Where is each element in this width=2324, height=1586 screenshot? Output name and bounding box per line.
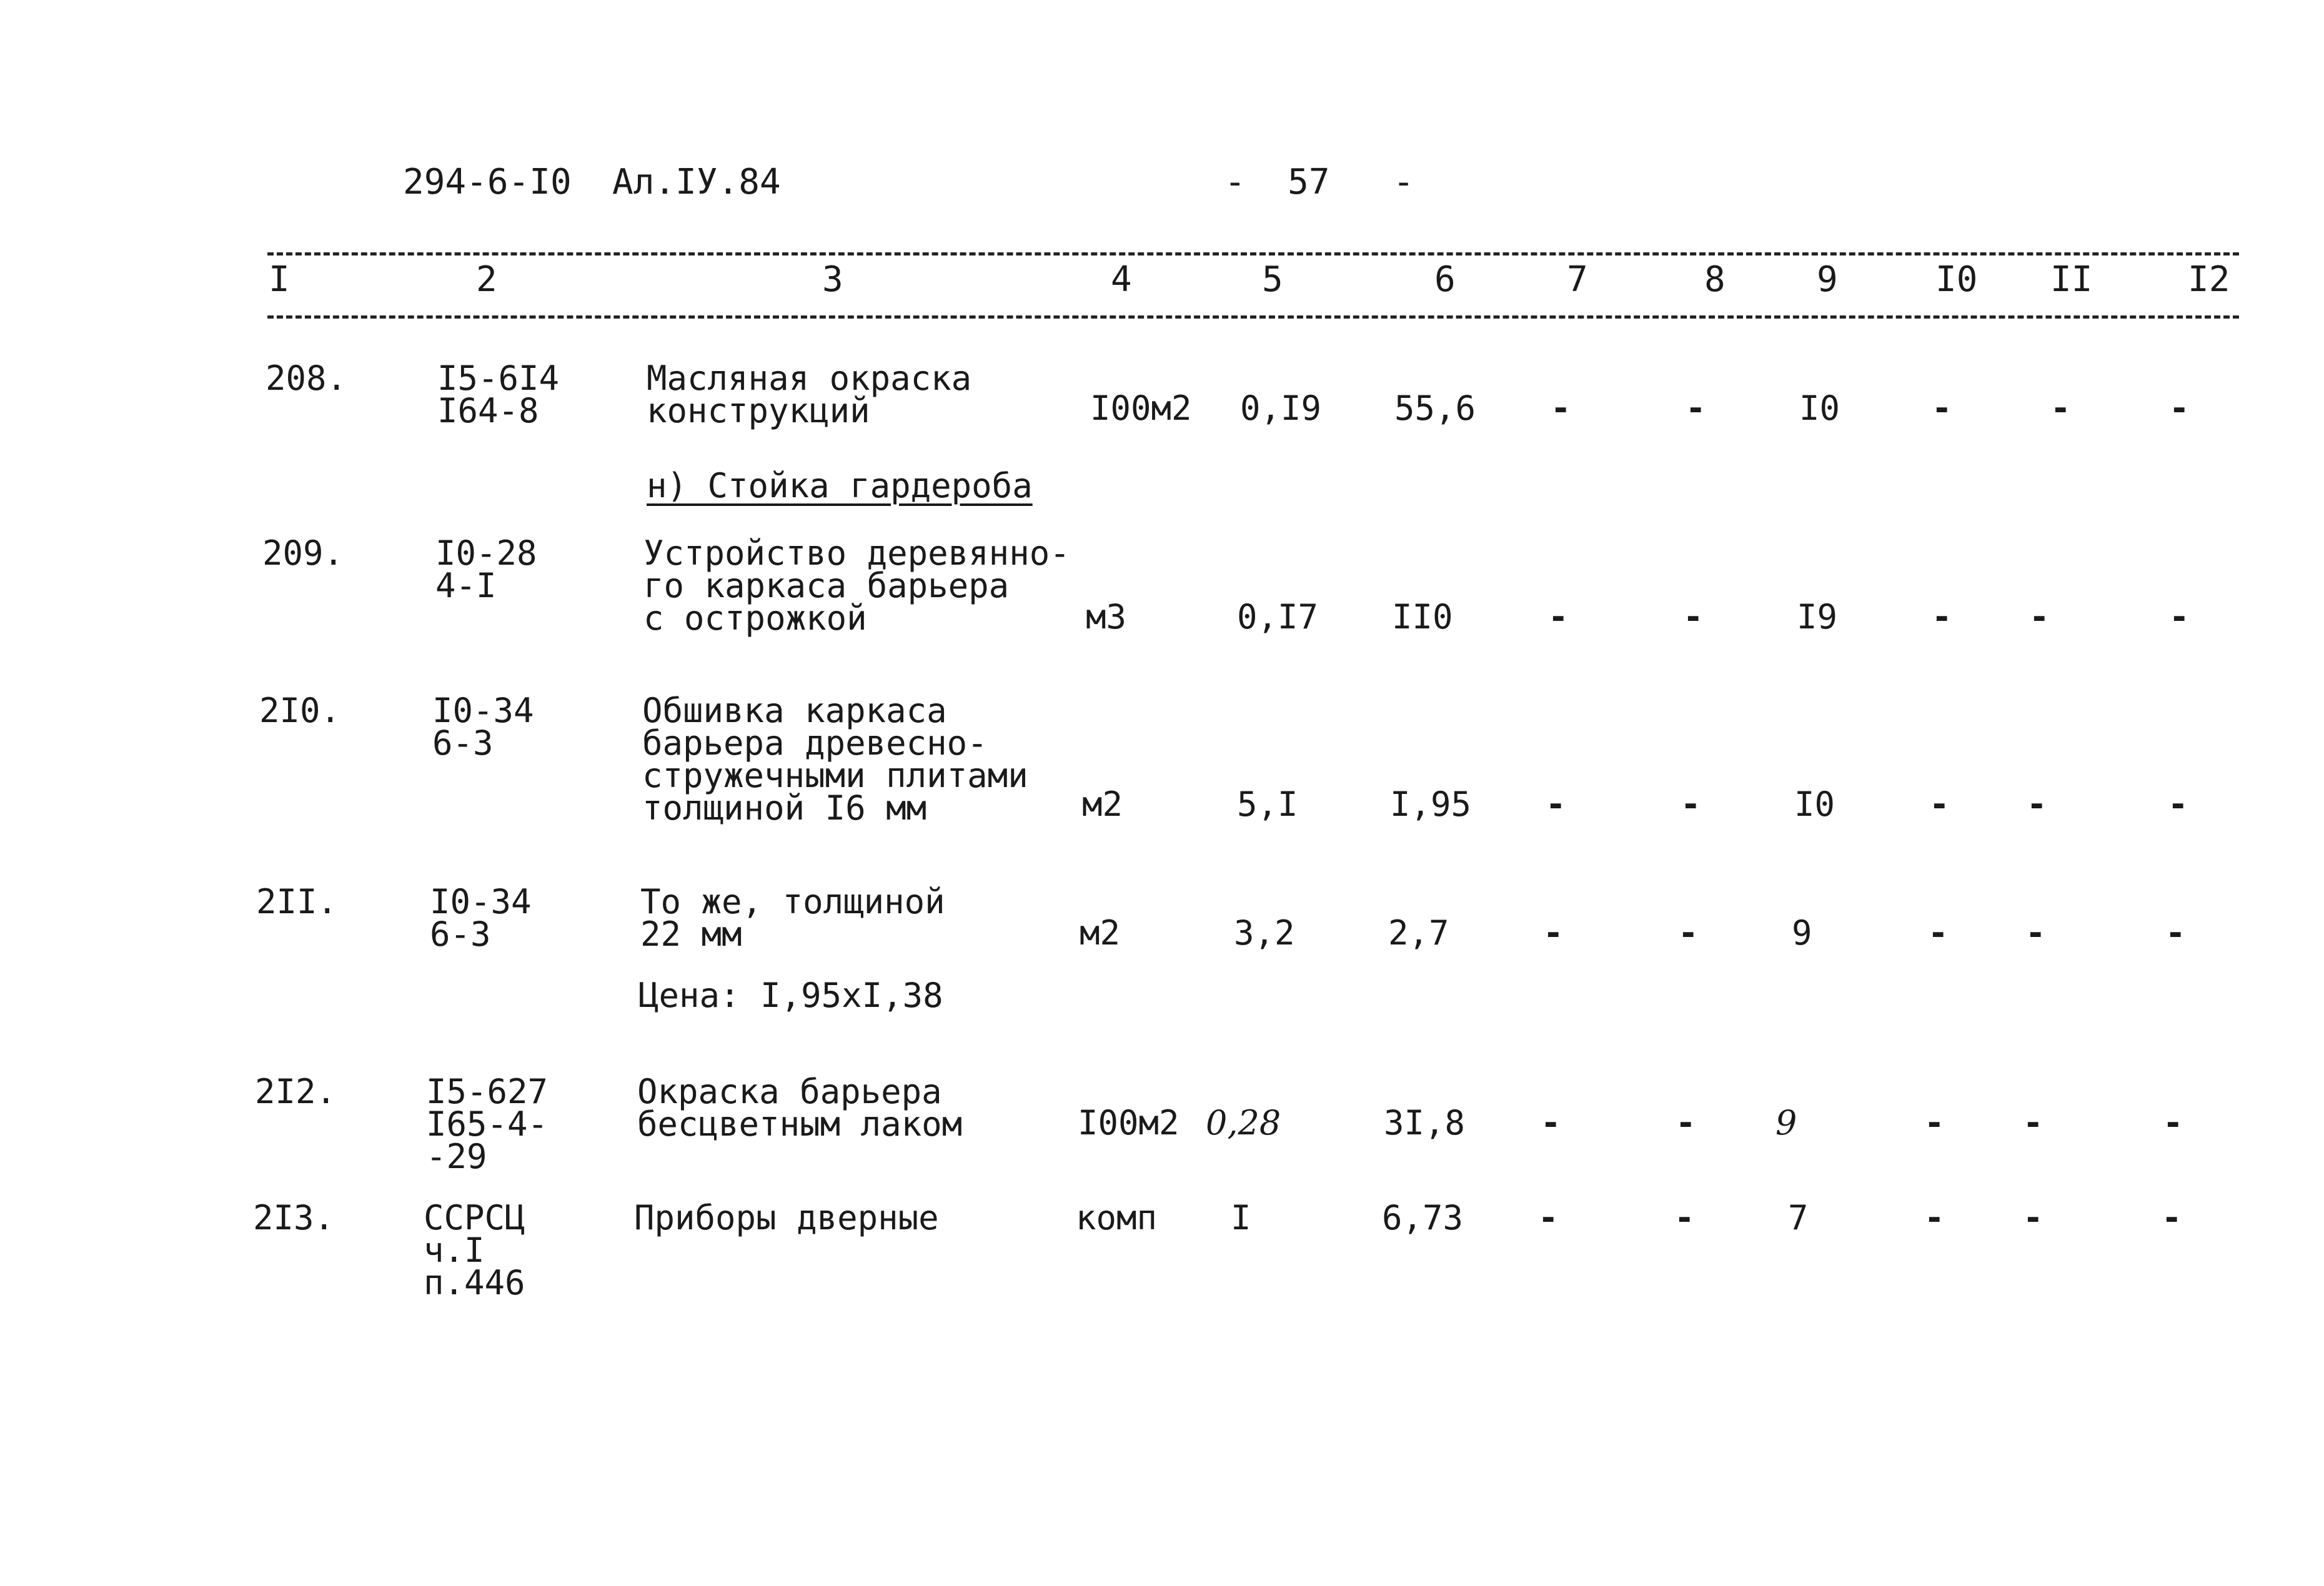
unit-price: II0 bbox=[1392, 597, 1453, 637]
column-header: I2 bbox=[2188, 259, 2230, 300]
column-header: 9 bbox=[1817, 259, 1838, 300]
norm-code: I5-627 I65-4- -29 bbox=[426, 1072, 549, 1176]
unit: м2 bbox=[1082, 785, 1123, 824]
unit: I00м2 bbox=[1078, 1103, 1179, 1142]
col8-value: - bbox=[1686, 389, 1706, 428]
work-description: Обшивка каркаса барьера древесно- стружечными плитами толщиной I6 мм bbox=[642, 691, 1028, 828]
col7-value: - bbox=[1541, 1103, 1561, 1142]
doc-code: 294-6-I0 bbox=[403, 162, 572, 202]
price-note: Цена: I,95хI,38 bbox=[638, 976, 943, 1015]
col10-value: - bbox=[1932, 389, 1952, 428]
col10-value: - bbox=[1924, 1103, 1945, 1142]
col12-value: - bbox=[2169, 597, 2190, 637]
unit: комп bbox=[1076, 1198, 1158, 1237]
norm-code: I0-34 6-3 bbox=[432, 691, 534, 763]
col10-value: - bbox=[1932, 597, 1952, 637]
col11-value: - bbox=[2023, 1103, 2043, 1142]
col9-value: I9 bbox=[1797, 597, 1838, 637]
row-number: 208. bbox=[266, 359, 347, 398]
column-header: 4 bbox=[1111, 259, 1132, 300]
work-description: Устройство деревянно- го каркаса барьера с острожкой bbox=[643, 533, 1070, 638]
work-description: Масляная окраска конструкций bbox=[647, 359, 972, 430]
col12-value: - bbox=[2165, 913, 2186, 953]
row-number: 2I0. bbox=[259, 691, 341, 730]
column-header: II bbox=[2050, 259, 2093, 300]
quantity: 0,28 bbox=[1206, 1103, 1281, 1142]
col11-value: - bbox=[2025, 913, 2046, 953]
col11-value: - bbox=[2023, 1198, 2043, 1237]
row-number: 209. bbox=[262, 533, 344, 573]
quantity: 0,I7 bbox=[1237, 597, 1319, 637]
row-number: 2I3. bbox=[253, 1198, 335, 1237]
unit-price: I,95 bbox=[1390, 785, 1472, 824]
col7-value: - bbox=[1551, 389, 1571, 428]
section-title: н) Стойка гардероба bbox=[647, 466, 1033, 505]
column-header: I bbox=[269, 259, 290, 300]
unit: м2 bbox=[1080, 913, 1121, 953]
col8-value: - bbox=[1681, 785, 1701, 824]
quantity: 3,2 bbox=[1234, 913, 1295, 953]
col11-value: - bbox=[2027, 785, 2047, 824]
col8-value: - bbox=[1676, 1103, 1696, 1142]
quantity: 5,I bbox=[1237, 785, 1298, 824]
norm-code: I5-6I4 I64-8 bbox=[437, 359, 560, 430]
col12-value: - bbox=[2168, 785, 2188, 824]
col9-value: I0 bbox=[1794, 785, 1835, 824]
work-description: Окраска барьера бесцветным лаком bbox=[637, 1072, 963, 1144]
col10-value: - bbox=[1924, 1198, 1945, 1237]
album-number: Ал.IУ.84 bbox=[612, 162, 781, 202]
col12-value: - bbox=[2169, 389, 2190, 428]
col12-value: - bbox=[2162, 1198, 2182, 1237]
header-rule-top bbox=[267, 252, 2239, 255]
row-number: 2II. bbox=[256, 882, 338, 921]
column-header: 3 bbox=[822, 259, 843, 300]
col10-value: - bbox=[1928, 913, 1949, 953]
quantity: I bbox=[1231, 1198, 1251, 1237]
col8-value: - bbox=[1678, 913, 1699, 953]
col10-value: - bbox=[1929, 785, 1950, 824]
col11-value: - bbox=[2029, 597, 2050, 637]
col8-value: - bbox=[1674, 1198, 1695, 1237]
col9-value: I0 bbox=[1799, 389, 1840, 428]
column-header: 5 bbox=[1262, 259, 1283, 300]
column-header: 2 bbox=[476, 259, 497, 300]
norm-code: ССРСЦ ч.I п.446 bbox=[424, 1198, 525, 1302]
norm-code: I0-34 6-3 bbox=[430, 882, 532, 954]
page-number: - 57 - bbox=[1224, 162, 1414, 202]
col7-value: - bbox=[1543, 913, 1564, 953]
norm-code: I0-28 4-I bbox=[435, 533, 537, 605]
col7-value: - bbox=[1538, 1198, 1559, 1237]
col9-value: 7 bbox=[1788, 1198, 1809, 1237]
col9-value: 9 bbox=[1792, 913, 1812, 953]
unit-price: 3I,8 bbox=[1384, 1103, 1466, 1142]
col7-value: - bbox=[1548, 597, 1569, 637]
unit-price: 55,6 bbox=[1394, 389, 1476, 428]
header-rule-bottom bbox=[267, 315, 2239, 319]
unit-price: 2,7 bbox=[1388, 913, 1449, 953]
column-header: I0 bbox=[1935, 259, 1978, 300]
col11-value: - bbox=[2050, 389, 2071, 428]
col9-value: 9 bbox=[1775, 1103, 1797, 1142]
col12-value: - bbox=[2163, 1103, 2183, 1142]
col8-value: - bbox=[1683, 597, 1704, 637]
work-description: Приборы дверные bbox=[634, 1198, 939, 1237]
column-header: 6 bbox=[1434, 259, 1456, 300]
unit: I00м2 bbox=[1090, 389, 1192, 428]
col7-value: - bbox=[1546, 785, 1566, 824]
row-number: 2I2. bbox=[255, 1072, 337, 1111]
unit-price: 6,73 bbox=[1382, 1198, 1464, 1237]
column-header: 7 bbox=[1567, 259, 1588, 300]
quantity: 0,I9 bbox=[1240, 389, 1322, 428]
work-description: То же, толщиной 22 мм bbox=[640, 882, 945, 954]
column-header: 8 bbox=[1704, 259, 1726, 300]
unit: м3 bbox=[1086, 597, 1127, 637]
